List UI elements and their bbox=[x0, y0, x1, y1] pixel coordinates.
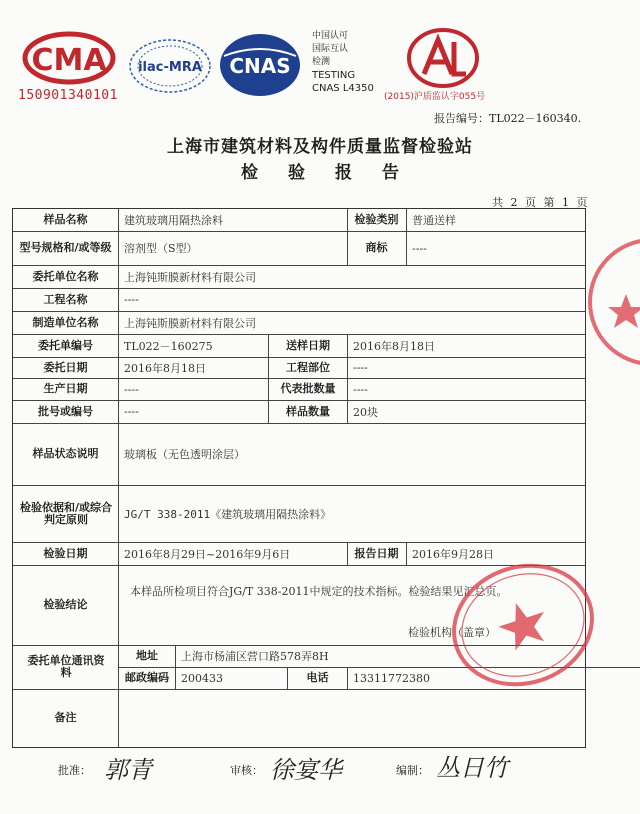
trademark-value: ---- bbox=[412, 241, 427, 255]
page-title: 上海市建筑材料及构件质量监督检验站 bbox=[167, 137, 473, 157]
conclusion-value: 本样品所检项目符合JG/T 338-2011中规定的技术指标。检验结果见汇总页。 bbox=[130, 585, 508, 598]
conclusion-label: 检验结论 bbox=[43, 598, 88, 611]
phone-label: 电话 bbox=[306, 671, 329, 684]
send-date-value: 2016年8月18日 bbox=[353, 339, 435, 353]
client-label: 委托单位名称 bbox=[32, 269, 99, 283]
sample-state-value: 玻璃板（无色透明涂层） bbox=[124, 448, 245, 461]
batch-qty-value: ---- bbox=[353, 382, 368, 396]
institution-label: 检验机构（盖章） bbox=[408, 626, 496, 639]
manufacturer-label: 制造单位名称 bbox=[32, 315, 99, 329]
order-no-value: TL022－160275 bbox=[124, 339, 213, 353]
cma-number: 150901340101 bbox=[18, 88, 118, 103]
inspection-type-label: 检验类别 bbox=[354, 213, 399, 226]
official-seal-stamp bbox=[448, 560, 598, 690]
report-date-value: 2016年9月28日 bbox=[412, 547, 494, 561]
review-label: 审核： bbox=[230, 764, 263, 777]
report-subtitle: 检验报告 bbox=[241, 163, 429, 183]
sample-name-label: 样品名称 bbox=[43, 213, 88, 226]
cal-logo bbox=[404, 28, 482, 94]
client-value: 上海钝斯膜新材料有限公司 bbox=[124, 270, 256, 284]
batch-qty-label: 代表批数量 bbox=[280, 382, 336, 395]
prod-date-label: 生产日期 bbox=[43, 382, 88, 395]
project-part-label: 工程部位 bbox=[286, 360, 330, 374]
review-signature: 徐宴华 bbox=[270, 756, 342, 784]
order-no-label: 委托单编号 bbox=[38, 338, 93, 352]
prod-date-value: ---- bbox=[124, 382, 139, 396]
cma-logo-text: CMA bbox=[31, 43, 107, 78]
address-label: 地址 bbox=[136, 649, 158, 662]
basis-value: JG/T 338-2011《建筑玻璃用隔热涂料》 bbox=[124, 507, 332, 521]
manufacturer-value: 上海钝斯膜新材料有限公司 bbox=[124, 316, 256, 330]
cnas-line: TESTING bbox=[312, 70, 356, 81]
project-label: 工程名称 bbox=[43, 292, 88, 306]
cnas-line: 检测 bbox=[312, 57, 331, 67]
batch-no-label: 批号或编号 bbox=[38, 404, 93, 418]
sample-state-label: 样品状态说明 bbox=[32, 447, 99, 460]
sample-qty-value: 20块 bbox=[353, 405, 378, 419]
edit-signature: 丛日竹 bbox=[436, 754, 508, 782]
cnas-line: 国际互认 bbox=[312, 44, 349, 54]
inspection-type-value: 普通送样 bbox=[412, 214, 456, 227]
send-date-label: 送样日期 bbox=[286, 338, 330, 352]
project-value: ---- bbox=[124, 293, 139, 306]
approve-signature: 郭青 bbox=[104, 756, 152, 784]
report-date-label: 报告日期 bbox=[354, 546, 399, 560]
test-date-value: 2016年8月29日~2016年9月6日 bbox=[124, 547, 291, 561]
ilac-logo-text: ilac-MRA bbox=[138, 60, 202, 75]
report-number: 报告编号：TL022－160340. bbox=[434, 112, 582, 125]
project-part-value: ---- bbox=[353, 361, 368, 374]
basis-label: 检验依据和/或综合判定原则 bbox=[19, 500, 113, 526]
postcode-label: 邮政编码 bbox=[125, 671, 169, 684]
model-label: 型号规格和/或等级 bbox=[19, 241, 112, 254]
sample-name-value: 建筑玻璃用隔热涂料 bbox=[124, 214, 223, 227]
sample-qty-label: 样品数量 bbox=[286, 404, 330, 418]
cnas-logo bbox=[218, 32, 302, 98]
address-value: 上海市杨浦区营口路578弄8H bbox=[181, 650, 329, 663]
approve-label: 批准： bbox=[58, 764, 91, 777]
ilac-mra-logo bbox=[126, 36, 214, 96]
trademark-label: 商标 bbox=[365, 241, 388, 254]
remark-value bbox=[119, 689, 585, 747]
phone-value: 13311772380 bbox=[353, 671, 430, 685]
batch-no-value: ---- bbox=[124, 405, 139, 418]
edit-label: 编制： bbox=[396, 764, 429, 777]
page-info: 共 2 页 第 1 页 bbox=[492, 196, 590, 209]
order-date-value: 2016年8月18日 bbox=[124, 361, 206, 375]
test-date-label: 检验日期 bbox=[43, 546, 88, 560]
remark-label: 备注 bbox=[54, 711, 77, 724]
cnas-accreditation-text bbox=[312, 30, 374, 95]
cnas-logo-text: CNAS bbox=[229, 54, 291, 78]
cnas-line: CNAS L4350 bbox=[312, 83, 374, 94]
cal-caption: (2015)沪质监认字055号 bbox=[384, 92, 486, 102]
postcode-value: 200433 bbox=[181, 671, 223, 685]
order-date-label: 委托日期 bbox=[43, 360, 88, 374]
model-value: 溶剂型（S型） bbox=[124, 242, 198, 255]
contact-label: 委托单位通讯资料 bbox=[27, 654, 105, 679]
cnas-line: 中国认可 bbox=[312, 31, 349, 41]
side-seal-stamp bbox=[586, 232, 640, 372]
